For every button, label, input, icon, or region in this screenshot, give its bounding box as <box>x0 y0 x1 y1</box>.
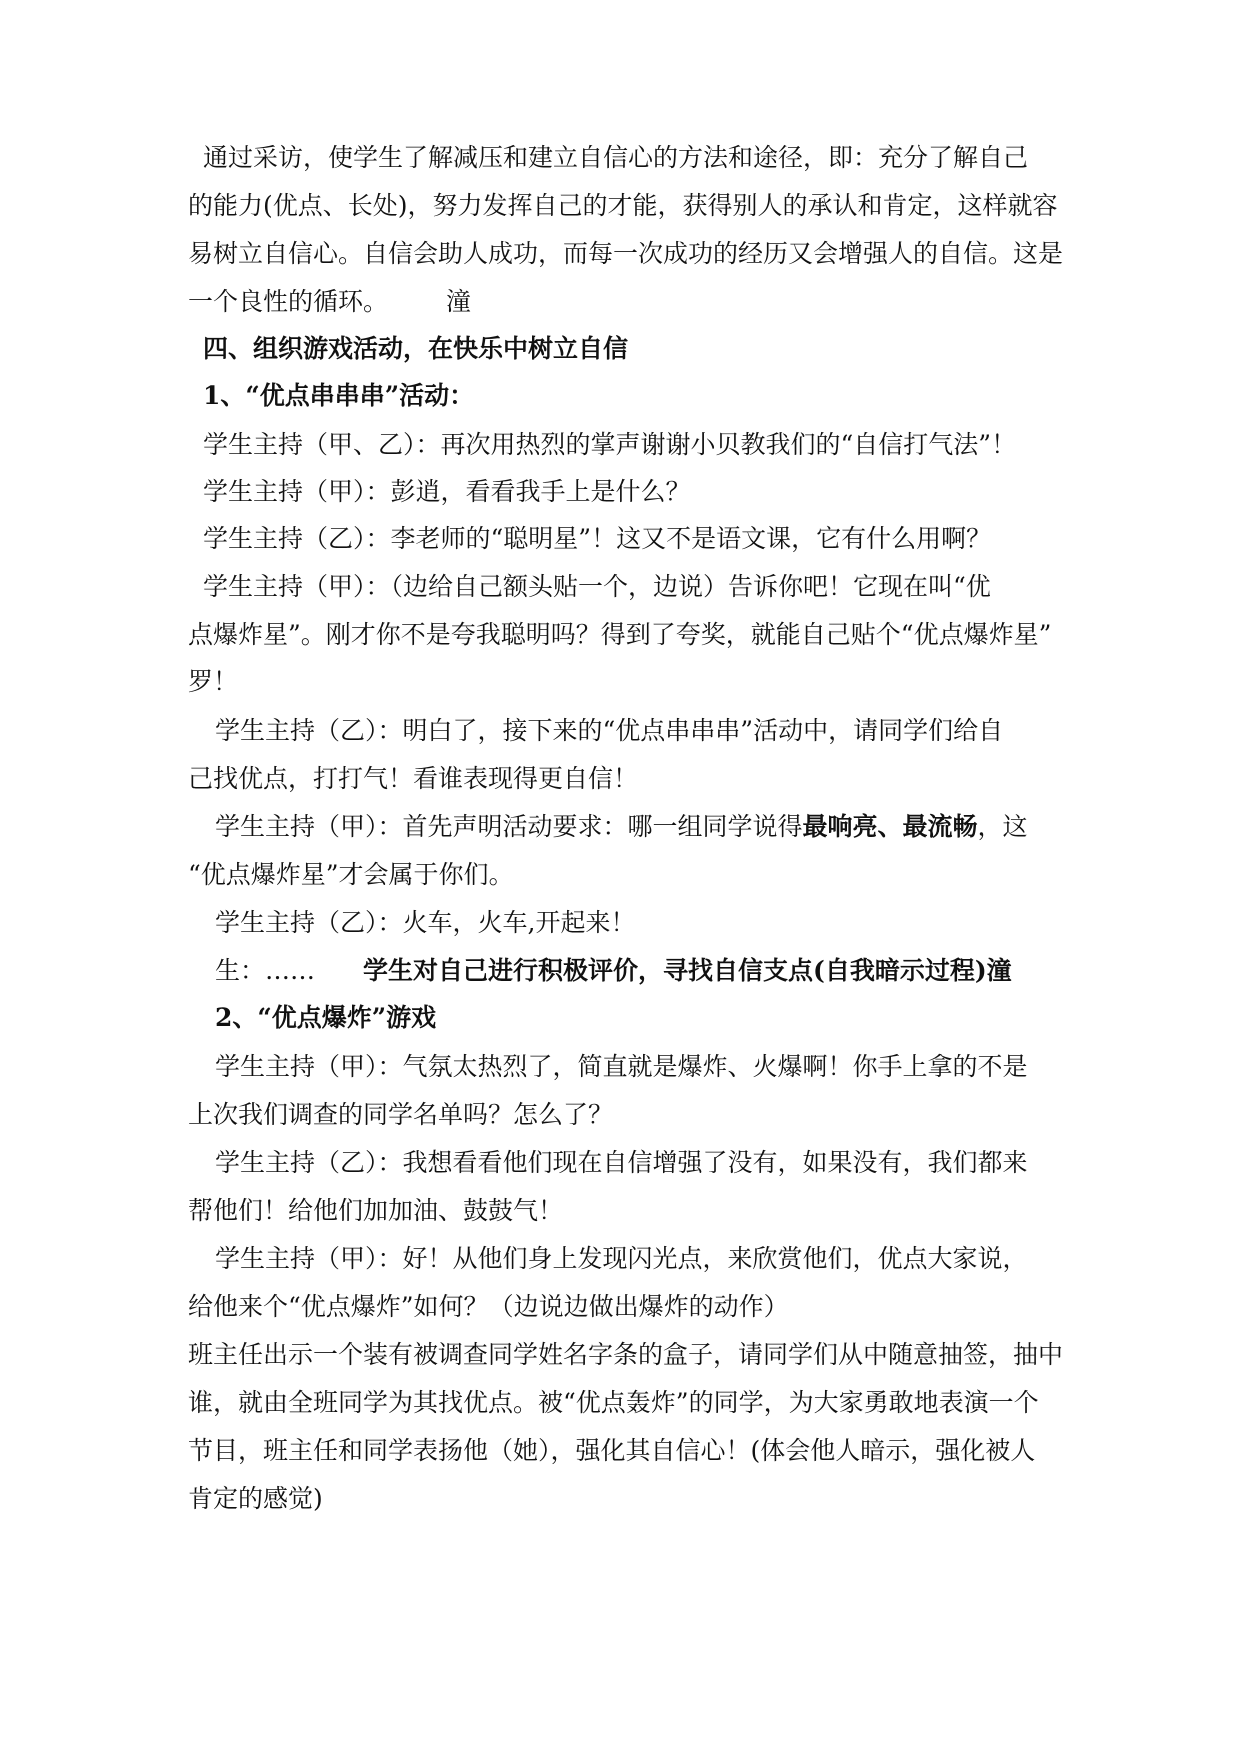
section-heading: 四、组织游戏活动，在快乐中树立自信 <box>203 334 629 363</box>
paragraph-line: 的能力(优点、长处)，努力发挥自己的才能，获得别人的承认和肯定，这样就容 <box>188 191 1058 220</box>
dialogue-line: 学生主持（甲、乙）：再次用热烈的掌声谢谢小贝教我们的“自信打气法”！ <box>203 430 1017 459</box>
paragraph-line <box>188 286 471 318</box>
dialogue-line: 学生主持（乙）：我想看看他们现在自信增强了没有，如果没有，我们都来 <box>215 1148 1028 1177</box>
paragraph-line: 通过采访，使学生了解减压和建立自信心的方法和途径，即：充分了解自己 <box>203 143 1029 172</box>
dialogue-line: 罗！ <box>188 667 239 696</box>
dialogue-text: 学生主持（甲）：首先声明活动要求：哪一组同学说得 <box>215 812 803 841</box>
emphasis-text: 最响亮、最流畅 <box>802 812 978 841</box>
dialogue-line: 学生主持（甲）：气氛太热烈了，简直就是爆炸、火爆啊！你手上拿的不是 <box>215 1052 1028 1081</box>
dialogue-line: 学生主持（乙）：明白了，接下来的“优点串串串”活动中，请同学们给自 <box>215 716 1004 745</box>
dialogue-line: 学生主持（甲）：（边给自己额头贴一个，边说）告诉你吧！它现在叫“优 <box>203 572 991 601</box>
dialogue-line <box>215 955 1012 987</box>
dialogue-line: 学生主持（甲）：彭逍，看看我手上是什么？ <box>203 477 691 506</box>
dialogue-line: 给他来个“优点爆炸”如何？（边说边做出爆炸的动作） <box>188 1292 789 1321</box>
dialogue-text: 生：…… <box>215 956 316 985</box>
dialogue-line: 上次我们调查的同学名单吗？怎么了？ <box>188 1100 614 1129</box>
paragraph-line: 肯定的感觉) <box>188 1484 323 1513</box>
dialogue-line: 帮他们！给他们加加油、鼓鼓气！ <box>188 1196 564 1225</box>
dialogue-text: ，这 <box>977 812 1028 841</box>
activity-heading: 2、“优点爆炸”游戏 <box>215 1003 437 1032</box>
dialogue-line: 学生主持（甲）：好！从他们身上发现闪光点，来欣赏他们，优点大家说， <box>215 1244 1028 1273</box>
paragraph-line: 节目，班主任和同学表扬他（她），强化其自信心！(体会他人暗示，强化被人 <box>188 1436 1036 1465</box>
paragraph-line: 易树立自信心。自信会助人成功，而每一次成功的经历又会增强人的自信。这是 <box>188 239 1064 268</box>
paragraph-line: 班主任出示一个装有被调查同学姓名字条的盒子，请同学们从中随意抽签，抽中 <box>188 1340 1064 1369</box>
dialogue-line: “优点爆炸星”才会属于你们。 <box>188 860 514 889</box>
emphasis-text: 学生对自己进行积极评价，寻找自信支点(自我暗示过程)潼 <box>363 956 1012 985</box>
dialogue-line: 学生主持（乙）：火车，火车,开起来！ <box>215 908 636 937</box>
dialogue-line: 己找优点，打打气！看谁表现得更自信！ <box>188 764 639 793</box>
activity-heading: 1、“优点串串串”活动： <box>203 381 475 410</box>
dialogue-line: 点爆炸星”。刚才你不是夸我聪明吗？得到了夸奖，就能自己贴个“优点爆炸星” <box>188 620 1052 649</box>
dialogue-line <box>215 811 1028 843</box>
dialogue-line: 学生主持（乙）：李老师的“聪明星”！这又不是语文课，它有什么用啊？ <box>203 524 992 553</box>
paragraph-line: 谁，就由全班同学为其找优点。被“优点轰炸”的同学，为大家勇敢地表演一个 <box>188 1388 1039 1417</box>
paragraph-text: 一个良性的循环。 <box>188 287 389 316</box>
edit-mark: 潼 <box>446 287 472 316</box>
